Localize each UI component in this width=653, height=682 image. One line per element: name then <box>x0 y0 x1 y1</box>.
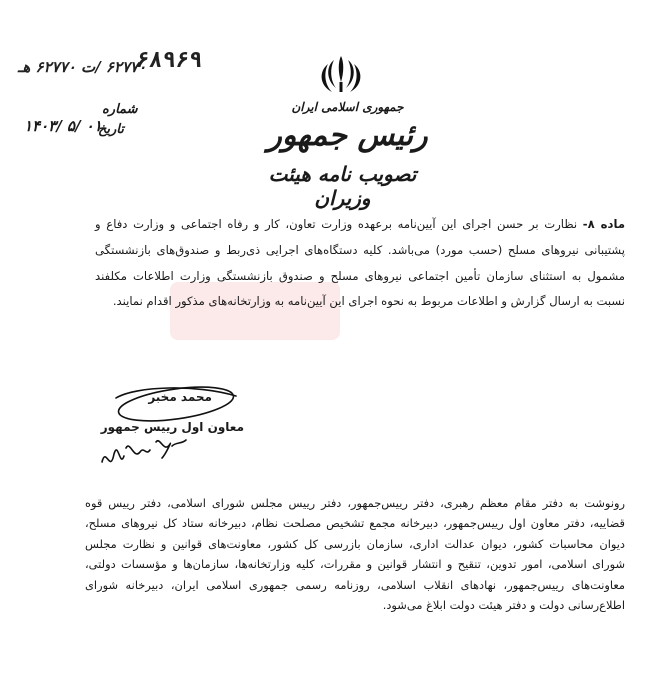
number-label: شماره <box>102 102 138 117</box>
article-text: نظارت بر حسن اجرای این آیین‌نامه برعهده وزارت تعاون، کار و رفاه اجتماعی و وزارت دفاع و پشتیبانی نیروهای مسلح (حسب مورد) می‌باشد. کلیه دستگاه‌های اجرایی ذی‌ربط و صندوق‌های بازنشستگی مشمول به استثنای سازمان تأمین اجتماعی نیروهای مسلح و صندوق بازنشستگی وزارت اطلاعات مکلفند نسبت به ارسال گزارش و اطلاعات مربوط به نحوه اجرای این آیین‌نامه به وزارتخانه‌های مذکور اقدام نمایند. <box>95 217 625 309</box>
president-title: رئیس جمهور <box>267 118 428 153</box>
date-value: ۱۴۰۳/ ۵/ ۰۱ <box>24 117 102 135</box>
signer-title: معاون اول رییس جمهور <box>100 420 244 434</box>
article-label: ماده ۸- <box>582 217 625 231</box>
signature-block <box>96 384 256 484</box>
republic-title: جمهوری اسلامی ایران <box>291 100 404 114</box>
stamp-number: ۶۸۹۶۹ <box>134 48 204 73</box>
date-label: تاریخ <box>98 122 124 137</box>
distribution-list: رونوشت به دفتر مقام معظم رهبری، دفتر رییس‌جمهور، دفتر رییس مجلس شورای اسلامی، دفتر رییس قوه قضاییه، دفتر معاون اول رییس‌جمهور، دبیرخانه مجمع تشخیص مصلحت نظام، دبیرخانه ستاد کل نیروهای مسلح، دیوان محاسبات کشور، دیوان عدالت اداری، سازمان بازرسی کل کشور، معاونت‌های قوانین و نظارت مجلس شورای اسلامی، امور تدوین، تنقیح و انتشار قوانین و مقررات، کلیه وزارتخانه‌ها، سازمان‌ها و مؤسسات دولتی، معاونت‌های رییس‌جمهور، نهادهای انقلاب اسلامی، روزنامه رسمی جمهوری اسلامی ایران، دبیرخانه شورای اطلاع‌رسانی دولت و دفتر هیئت دولت ابلاغ می‌شود. <box>85 496 625 613</box>
letterhead <box>260 100 435 210</box>
signer-name: محمد مخبر <box>148 390 212 404</box>
top-meta <box>18 48 218 78</box>
document-number: ۶۲۷۷۰ /ت ۶۲۷۷۰ هـ <box>18 58 147 76</box>
article-paragraph <box>95 212 625 315</box>
approval-title: تصویب نامه هیئت وزیران <box>268 161 417 210</box>
iran-emblem-icon <box>314 52 368 96</box>
